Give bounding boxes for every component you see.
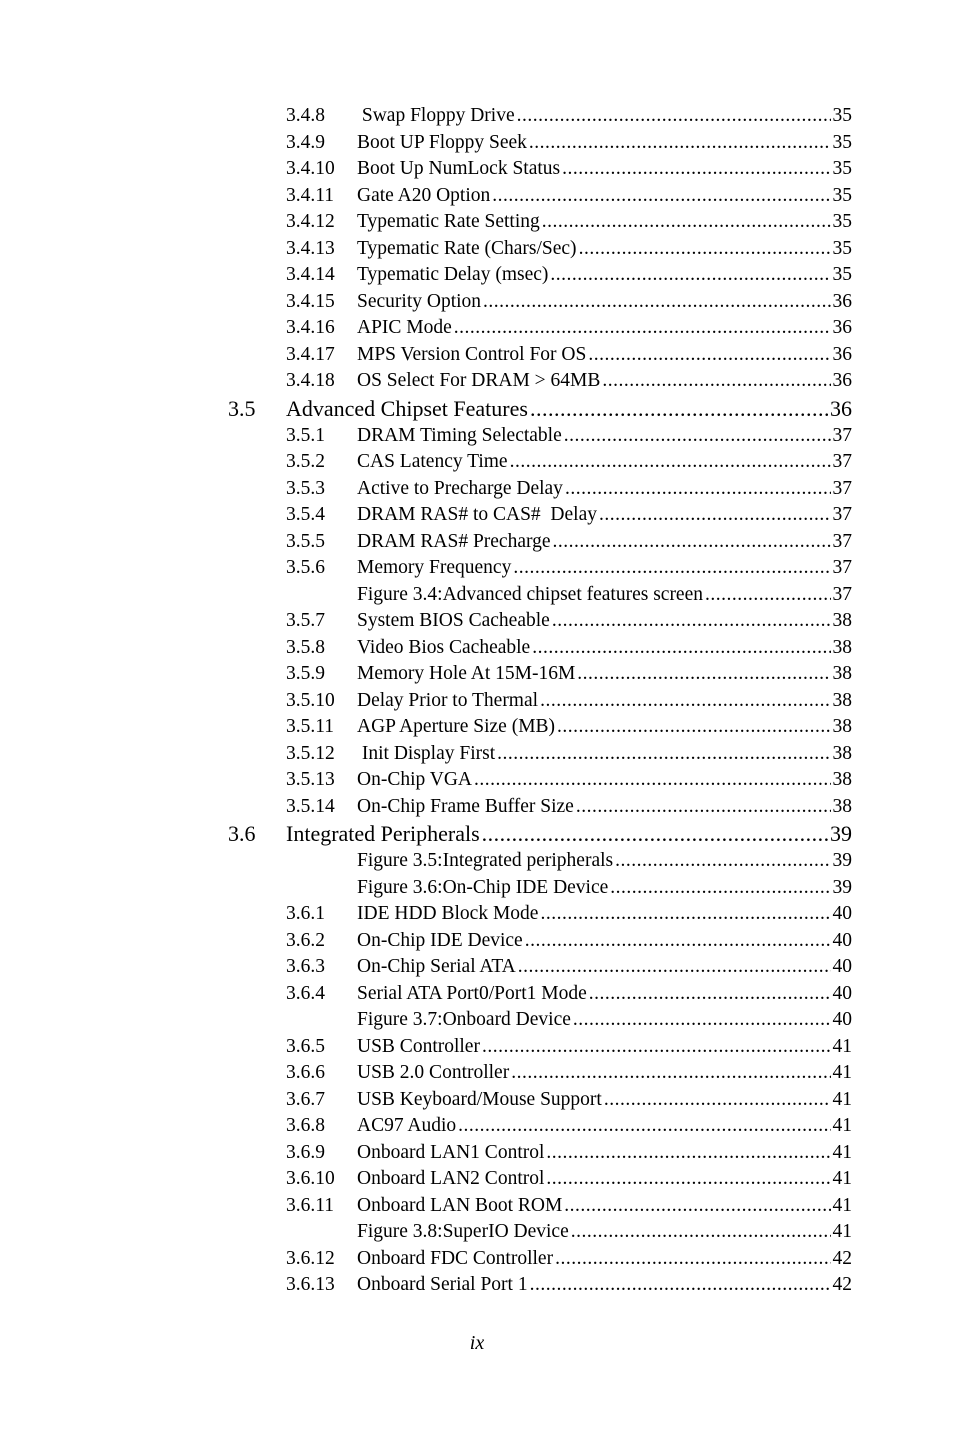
dot-leader [564, 1193, 830, 1220]
dot-leader [615, 848, 830, 875]
toc-entry-number: 3.4.11 [286, 184, 335, 206]
toc-entry-title: USB 2.0 Controller [357, 1062, 510, 1083]
toc-entry-page: 35 [832, 131, 852, 153]
dot-leader [552, 608, 831, 635]
dot-leader [492, 183, 830, 210]
dot-leader [553, 529, 831, 556]
dot-leader [599, 502, 831, 529]
toc-entry-number: 3.6.11 [286, 1194, 335, 1216]
toc-entry-title: Onboard Serial Port 1 [357, 1274, 528, 1295]
dot-leader [454, 315, 831, 342]
toc-entry-number: 3.5.2 [286, 451, 325, 472]
toc-entry[interactable] [0, 423, 954, 450]
dot-leader [458, 1113, 830, 1140]
toc-entry-page: 38 [832, 689, 852, 711]
toc-entry-number: 3.6.3 [286, 956, 325, 977]
toc-entry-page: 38 [832, 663, 852, 684]
toc-entry-line [357, 1007, 852, 1034]
toc-entry-line [357, 156, 852, 183]
toc-figure-entry[interactable] [0, 1007, 954, 1034]
toc-entry-title: Integrated Peripherals [286, 821, 480, 846]
toc-entry-line [357, 1166, 852, 1193]
toc-entry-page: 37 [832, 477, 852, 499]
toc-entry-page: 41 [832, 1088, 852, 1110]
toc-entry-line [357, 928, 852, 955]
toc-entry-page: 41 [832, 1062, 852, 1083]
toc-section-entry[interactable] [0, 395, 954, 423]
toc-entry-page: 35 [832, 264, 852, 285]
dot-leader [518, 954, 831, 981]
dot-leader [510, 449, 831, 476]
toc-entry[interactable] [0, 262, 954, 289]
toc-entry-page: 41 [832, 1194, 852, 1216]
toc-entry-number: 3.5.7 [286, 610, 325, 631]
dot-leader [511, 1060, 830, 1087]
toc-entry-page: 37 [832, 424, 852, 446]
toc-entry-title: Serial ATA Port0/Port1 Mode [357, 982, 587, 1004]
toc-entry-page: 36 [832, 317, 852, 338]
toc-entry-line [357, 555, 852, 582]
toc-entry-title: Figure 3.8:SuperIO Device [357, 1221, 569, 1242]
toc-entry-number: 3.6.9 [286, 1141, 325, 1163]
dot-leader [571, 1219, 831, 1246]
toc-entry-page: 38 [832, 769, 852, 790]
toc-entry-line [357, 848, 852, 875]
toc-entry-number: 3.5.8 [286, 636, 325, 658]
toc-entry-number: 3.5.12 [286, 742, 335, 764]
toc-figure-entry[interactable] [0, 1219, 954, 1246]
toc-entry-page: 41 [832, 1168, 852, 1189]
toc-entry-number: 3.5.3 [286, 477, 325, 499]
dot-leader [588, 342, 830, 369]
toc-entry-page: 36 [832, 290, 852, 312]
toc-entry[interactable] [0, 901, 954, 928]
toc-entry[interactable] [0, 130, 954, 157]
toc-entry-number: 3.6.6 [286, 1062, 325, 1083]
toc-entry-line [357, 103, 852, 130]
toc-entry-number: 3.6 [228, 821, 256, 846]
toc-entry-number: 3.5.4 [286, 504, 325, 525]
toc-entry-title: Memory Hole At 15M-16M [357, 663, 576, 684]
dot-leader [576, 794, 831, 821]
toc-entry-title: Onboard LAN1 Control [357, 1141, 545, 1163]
dot-leader [557, 714, 830, 741]
toc-entry[interactable] [0, 1113, 954, 1140]
toc-entry[interactable] [0, 741, 954, 768]
toc-entry-title: APIC Mode [357, 317, 452, 338]
toc-entry-line [357, 449, 852, 476]
toc-entry-page: 40 [832, 956, 852, 977]
toc-entry-title: USB Keyboard/Mouse Support [357, 1088, 602, 1110]
toc-entry[interactable] [0, 156, 954, 183]
dot-leader [565, 476, 831, 503]
dot-leader [705, 582, 831, 609]
toc-entry[interactable] [0, 928, 954, 955]
toc-entry-number: 3.6.2 [286, 929, 325, 951]
toc-entry-number: 3.5.6 [286, 557, 325, 578]
toc-entry-number: 3.4.9 [286, 131, 325, 153]
toc-entry-line [357, 423, 852, 450]
toc-entry-title: Init Display First [357, 742, 496, 764]
dot-leader [542, 209, 831, 236]
toc-entry[interactable] [0, 103, 954, 130]
dot-leader [532, 635, 830, 662]
toc-entry-page: 37 [832, 583, 852, 605]
dot-leader [513, 555, 830, 582]
toc-entry-line [357, 342, 852, 369]
toc-entry-title: USB Controller [357, 1035, 480, 1057]
toc-entry-page: 42 [832, 1247, 852, 1269]
toc-entry[interactable] [0, 1166, 954, 1193]
toc-entry-line [357, 661, 852, 688]
dot-leader [482, 820, 828, 848]
toc-entry[interactable] [0, 1193, 954, 1220]
dot-leader [562, 156, 830, 183]
toc-entry-number: 3.6.12 [286, 1247, 335, 1269]
toc-entry-page: 36 [832, 370, 852, 391]
toc-figure-entry[interactable] [0, 875, 954, 902]
toc-entry-line [357, 1087, 852, 1114]
toc-entry-line [357, 1219, 852, 1246]
toc-entry-line [357, 767, 852, 794]
toc-entry[interactable] [0, 476, 954, 503]
toc-entry-page: 35 [832, 105, 852, 126]
toc-entry[interactable] [0, 289, 954, 316]
toc-entry-title: Security Option [357, 290, 482, 312]
toc-entry[interactable] [0, 954, 954, 981]
toc-section-entry[interactable] [0, 820, 954, 848]
toc-entry-number: 3.4.14 [286, 264, 335, 285]
toc-entry-number: 3.5.1 [286, 424, 325, 446]
toc-entry[interactable] [0, 449, 954, 476]
toc-entry-number: 3.4.18 [286, 370, 335, 391]
toc-entry-page: 41 [832, 1115, 852, 1136]
toc-entry-page: 39 [830, 821, 852, 846]
toc-entry-number: 3.4.12 [286, 211, 335, 232]
toc-entry-title: Gate A20 Option [357, 184, 491, 206]
toc-entry[interactable] [0, 342, 954, 369]
toc-entry-title: Onboard FDC Controller [357, 1247, 554, 1269]
toc-entry[interactable] [0, 661, 954, 688]
toc-entry[interactable] [0, 1087, 954, 1114]
toc-entry-page: 36 [832, 343, 852, 365]
toc-entry-title: DRAM Timing Selectable [357, 424, 562, 446]
toc-figure-entry[interactable] [0, 848, 954, 875]
toc-entry-title: Memory Frequency [357, 557, 512, 578]
dot-leader [483, 289, 830, 316]
toc-entry-line [286, 820, 852, 848]
toc-entry-title: MPS Version Control For OS [357, 343, 587, 365]
toc-entry-title: Video Bios Cacheable [357, 636, 531, 658]
dot-leader [540, 901, 830, 928]
toc-entry-title: DRAM RAS# Precharge [357, 530, 551, 552]
toc-entry-line [357, 183, 852, 210]
toc-entry[interactable] [0, 183, 954, 210]
toc-entry-page: 38 [832, 795, 852, 817]
toc-entry-line [357, 688, 852, 715]
dot-leader [474, 767, 830, 794]
toc-entry-number: 3.5.9 [286, 663, 325, 684]
toc-entry-title: DRAM RAS# to CAS# Delay [357, 504, 597, 525]
toc-entry-line [357, 582, 852, 609]
dot-leader [564, 423, 831, 450]
toc-entry-line [357, 714, 852, 741]
toc-entry-page: 35 [832, 211, 852, 232]
toc-entry-line [357, 476, 852, 503]
dot-leader [610, 875, 830, 902]
toc-entry-title: Boot UP Floppy Seek [357, 131, 527, 153]
toc-entry-title: CAS Latency Time [357, 451, 508, 472]
dot-leader [525, 928, 831, 955]
toc-entry-title: System BIOS Cacheable [357, 610, 550, 631]
toc-entry-page: 40 [832, 903, 852, 924]
toc-entry-line [357, 1272, 852, 1299]
toc-entry[interactable] [0, 981, 954, 1008]
toc-entry-number: 3.4.8 [286, 105, 325, 126]
toc-entry-title: Typematic Rate (Chars/Sec) [357, 237, 577, 259]
toc-entry-page: 37 [832, 451, 852, 472]
toc-entry-title: Advanced Chipset Features [286, 395, 528, 421]
toc-entry-number: 3.6.4 [286, 982, 325, 1004]
toc-entry-line [357, 635, 852, 662]
toc-entry-number: 3.5.5 [286, 530, 325, 552]
dot-leader [604, 1087, 831, 1114]
toc-entry[interactable] [0, 688, 954, 715]
toc-entry[interactable] [0, 635, 954, 662]
toc-entry-line [357, 608, 852, 635]
toc-entry-page: 39 [832, 876, 852, 898]
toc-entry-number: 3.4.16 [286, 317, 335, 338]
toc-entry-title: Swap Floppy Drive [357, 105, 515, 126]
dot-leader [546, 1166, 830, 1193]
dot-leader [529, 130, 831, 157]
toc-entry-number: 3.6.1 [286, 903, 325, 924]
toc-entry-number: 3.6.5 [286, 1035, 325, 1057]
toc-entry-line [357, 1246, 852, 1273]
toc-entry-page: 38 [832, 742, 852, 764]
toc-entry[interactable] [0, 315, 954, 342]
toc-entry-page: 40 [832, 982, 852, 1004]
toc-entry-title: Figure 3.5:Integrated peripherals [357, 850, 614, 871]
toc-entry-title: On-Chip Frame Buffer Size [357, 795, 574, 817]
toc-entry-page: 41 [832, 1141, 852, 1163]
toc-entry-page: 35 [832, 184, 852, 206]
toc-entry[interactable] [0, 529, 954, 556]
toc-entry-line [357, 1193, 852, 1220]
toc-entry-title: Delay Prior to Thermal [357, 689, 539, 711]
toc-entry[interactable] [0, 1140, 954, 1167]
toc-figure-entry[interactable] [0, 582, 954, 609]
toc-entry-line [357, 262, 852, 289]
toc-entry-page: 38 [832, 610, 852, 631]
toc-entry-line [286, 395, 852, 423]
dot-leader [573, 1007, 831, 1034]
toc-entry-line [357, 1140, 852, 1167]
table-of-contents [0, 103, 954, 1299]
toc-entry[interactable] [0, 767, 954, 794]
toc-entry-number: 3.5.14 [286, 795, 335, 817]
toc-entry-page: 39 [832, 850, 852, 871]
toc-entry-page: 41 [832, 1035, 852, 1057]
toc-entry[interactable] [0, 555, 954, 582]
toc-entry[interactable] [0, 1034, 954, 1061]
toc-entry-page: 35 [832, 158, 852, 179]
toc-entry-number: 3.5.13 [286, 769, 335, 790]
toc-entry-title: Typematic Rate Setting [357, 211, 540, 232]
toc-entry-page: 40 [832, 1009, 852, 1030]
toc-entry-title: Figure 3.4:Advanced chipset features screen [357, 583, 703, 605]
toc-entry-title: IDE HDD Block Mode [357, 903, 539, 924]
toc-entry-page: 37 [832, 557, 852, 578]
toc-entry-page: 37 [832, 504, 852, 525]
toc-entry-number: 3.4.13 [286, 237, 335, 259]
toc-entry-line [357, 794, 852, 821]
toc-entry-line [357, 315, 852, 342]
dot-leader [546, 1140, 830, 1167]
dot-leader [517, 103, 831, 130]
toc-entry-number: 3.4.15 [286, 290, 335, 312]
toc-entry-page: 41 [832, 1221, 852, 1242]
toc-entry-page: 40 [832, 929, 852, 951]
toc-entry-page: 38 [832, 636, 852, 658]
toc-entry-line [357, 901, 852, 928]
toc-entry-line [357, 502, 852, 529]
toc-entry-line [357, 529, 852, 556]
toc-entry-title: Onboard LAN Boot ROM [357, 1194, 563, 1216]
toc-entry-line [357, 741, 852, 768]
toc-entry-title: On-Chip Serial ATA [357, 956, 516, 977]
dot-leader [555, 1246, 830, 1273]
toc-entry-title: AGP Aperture Size (MB) [357, 716, 556, 737]
toc-entry-line [357, 875, 852, 902]
dot-leader [530, 395, 828, 423]
toc-entry-title: Typematic Delay (msec) [357, 264, 549, 285]
toc-entry-line [357, 236, 852, 263]
toc-entry-number: 3.5 [228, 395, 256, 421]
toc-entry[interactable] [0, 1246, 954, 1273]
toc-entry-title: Figure 3.7:Onboard Device [357, 1009, 571, 1030]
page-number: ix [469, 1332, 485, 1354]
toc-entry-page: 36 [830, 395, 852, 421]
toc-entry-page: 35 [832, 237, 852, 259]
toc-entry[interactable] [0, 236, 954, 263]
toc-entry-line [357, 130, 852, 157]
toc-entry-title: Onboard LAN2 Control [357, 1168, 545, 1189]
toc-entry[interactable] [0, 1060, 954, 1087]
toc-entry-number: 3.6.8 [286, 1115, 325, 1136]
toc-entry-line [357, 1034, 852, 1061]
toc-entry[interactable] [0, 794, 954, 821]
dot-leader [530, 1272, 831, 1299]
toc-entry-number: 3.5.11 [286, 716, 335, 737]
toc-entry-number: 3.4.10 [286, 158, 335, 179]
toc-entry-title: Active to Precharge Delay [357, 477, 563, 499]
toc-entry-number: 3.6.7 [286, 1088, 325, 1110]
toc-entry-page: 42 [832, 1274, 852, 1295]
dot-leader [589, 981, 831, 1008]
toc-entry-line [357, 209, 852, 236]
toc-entry-line [357, 981, 852, 1008]
toc-entry[interactable] [0, 1272, 954, 1299]
toc-entry-title: AC97 Audio [357, 1115, 457, 1136]
dot-leader [482, 1034, 831, 1061]
toc-entry-line [357, 289, 852, 316]
toc-entry-title: On-Chip VGA [357, 769, 473, 790]
toc-entry-page: 38 [832, 716, 852, 737]
toc-entry-number: 3.4.17 [286, 343, 335, 365]
toc-entry[interactable] [0, 502, 954, 529]
toc-entry[interactable] [0, 608, 954, 635]
toc-entry[interactable] [0, 368, 954, 395]
toc-entry[interactable] [0, 714, 954, 741]
toc-entry-line [357, 1113, 852, 1140]
toc-entry-page: 37 [832, 530, 852, 552]
toc-entry-line [357, 954, 852, 981]
toc-entry-title: Figure 3.6:On-Chip IDE Device [357, 876, 609, 898]
dot-leader [602, 368, 830, 395]
toc-entry-line [357, 1060, 852, 1087]
toc-entry-number: 3.6.13 [286, 1274, 335, 1295]
toc-entry-number: 3.6.10 [286, 1168, 335, 1189]
dot-leader [497, 741, 830, 768]
toc-entry-number: 3.5.10 [286, 689, 335, 711]
toc-entry[interactable] [0, 209, 954, 236]
toc-entry-title: OS Select For DRAM > 64MB [357, 370, 601, 391]
dot-leader [540, 688, 830, 715]
toc-entry-line [357, 368, 852, 395]
toc-entry-title: On-Chip IDE Device [357, 929, 523, 951]
toc-entry-title: Boot Up NumLock Status [357, 158, 561, 179]
dot-leader [550, 262, 830, 289]
dot-leader [579, 236, 831, 263]
dot-leader [577, 661, 830, 688]
